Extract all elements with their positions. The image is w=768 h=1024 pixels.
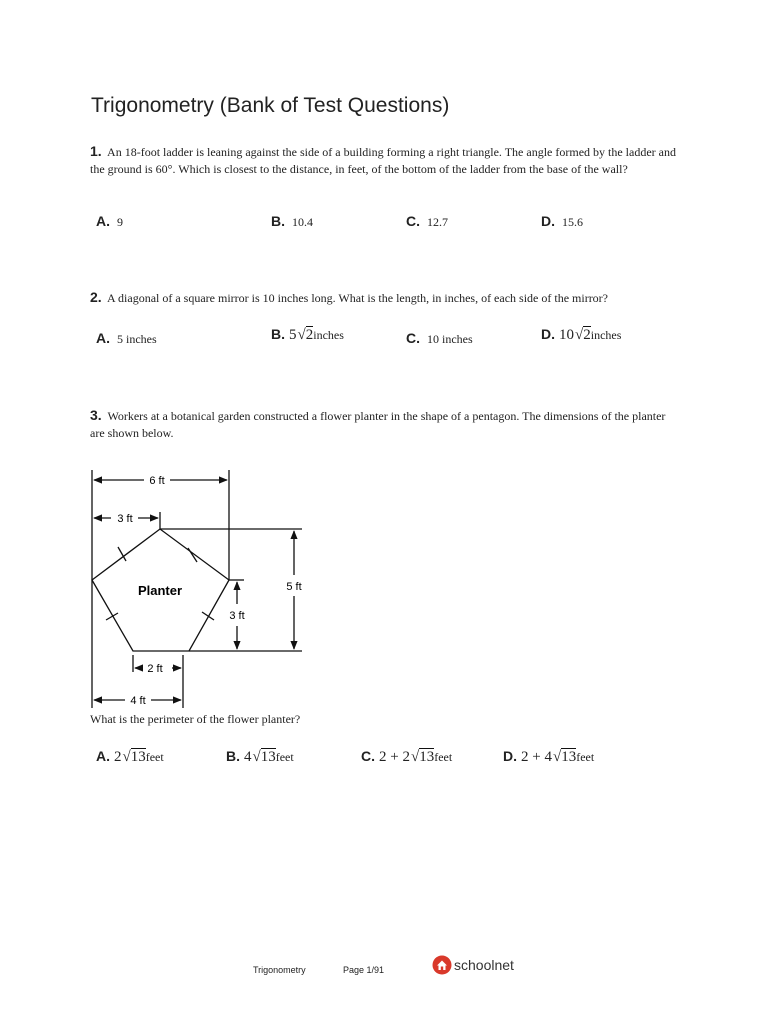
question-1 <box>90 143 682 177</box>
option-coefficient: 2 + 4 <box>521 749 552 765</box>
answer-option <box>96 213 123 230</box>
answer-option <box>96 748 164 766</box>
question-3-prompt: What is the perimeter of the flower planter? <box>90 712 301 726</box>
sqrt-symbol: √ <box>410 749 420 765</box>
question-text: Workers at a botanical garden constructed a flower planter in the shape of a pentagon. The dimensions of the planter are shown below. <box>90 409 666 440</box>
question-number: 2. <box>90 289 102 305</box>
option-letter: B. <box>271 326 285 342</box>
answer-option <box>406 213 448 230</box>
page-title: Trigonometry (Bank of Test Questions) <box>91 94 450 117</box>
option-radicand: 2 <box>305 327 314 343</box>
option-letter: A. <box>96 330 110 346</box>
option-unit: feet <box>275 750 294 764</box>
question-number: 1. <box>90 143 102 159</box>
option-coefficient: 2 + 2 <box>379 749 410 765</box>
dimension-label-4ft: 4 ft <box>130 695 146 707</box>
answer-option <box>96 330 157 347</box>
option-value: 12.7 <box>427 215 448 229</box>
option-letter: C. <box>406 213 420 229</box>
answer-option <box>271 326 344 344</box>
question-text: An 18-foot ladder is leaning against the side of a building forming a right triangle. The angle formed by the ladder and the ground is 60°. Which is closest to the distance, in feet, of the bottom of the ladder from the base of the wall? <box>90 145 676 176</box>
option-coefficient: 10 <box>559 327 574 343</box>
option-unit: inches <box>313 328 344 342</box>
option-radicand: 13 <box>561 749 577 765</box>
dimension-label-2ft: 2 ft <box>147 663 163 675</box>
option-letter: A. <box>96 748 110 764</box>
planter-label: Planter <box>137 583 183 598</box>
option-letter: A. <box>96 213 110 229</box>
footer-doc-name: Trigonometry <box>253 965 306 975</box>
dimension-label-3ft-top: 3 ft <box>117 513 133 525</box>
answer-option <box>406 330 473 347</box>
schoolnet-logo <box>432 954 514 976</box>
option-letter: D. <box>503 748 517 764</box>
option-letter: C. <box>406 330 420 346</box>
answer-option <box>503 748 594 766</box>
logo-text: schoolnet <box>454 957 514 973</box>
option-unit: feet <box>434 750 453 764</box>
option-radicand: 13 <box>419 749 435 765</box>
footer-page-number: Page 1/91 <box>343 965 385 975</box>
planter-diagram <box>80 462 320 714</box>
question-number: 3. <box>90 407 102 423</box>
sqrt-symbol: √ <box>122 749 131 765</box>
sqrt-symbol: √ <box>552 749 562 765</box>
dimension-label-5ft: 5 ft <box>286 581 302 593</box>
option-radicand: 13 <box>130 749 146 765</box>
option-radicand: 13 <box>260 749 276 765</box>
option-unit: feet <box>576 750 595 764</box>
option-letter: B. <box>226 748 240 764</box>
sqrt-symbol: √ <box>297 327 306 343</box>
question-2 <box>90 289 682 307</box>
answer-option <box>541 213 583 230</box>
sqrt-symbol: √ <box>575 327 584 343</box>
option-value: 9 <box>117 215 123 229</box>
question-text: A diagonal of a square mirror is 10 inches long. What is the length, in inches, of each side of the mirror? <box>107 291 609 305</box>
option-letter: D. <box>541 326 555 342</box>
option-value: 5 inches <box>117 332 157 346</box>
sqrt-symbol: √ <box>252 749 261 765</box>
option-value: 10.4 <box>292 215 313 229</box>
option-value: 15.6 <box>562 215 583 229</box>
dimension-label-3ft-side: 3 ft <box>229 610 245 622</box>
schoolnet-house-icon <box>432 955 452 975</box>
option-radicand: 2 <box>583 327 591 343</box>
option-value: 10 inches <box>427 332 473 346</box>
answer-option <box>271 213 313 230</box>
option-unit: feet <box>145 750 164 764</box>
dimension-label-6ft: 6 ft <box>149 475 165 487</box>
answer-option <box>361 748 452 766</box>
option-letter: D. <box>541 213 555 229</box>
option-letter: B. <box>271 213 285 229</box>
option-coefficient: 2 <box>114 749 122 765</box>
option-letter: C. <box>361 748 375 764</box>
option-unit: inches <box>590 328 622 342</box>
option-coefficient: 4 <box>244 749 252 765</box>
question-3 <box>90 407 682 441</box>
answer-option <box>226 748 294 766</box>
answer-option <box>541 326 621 344</box>
option-coefficient: 5 <box>289 327 297 343</box>
